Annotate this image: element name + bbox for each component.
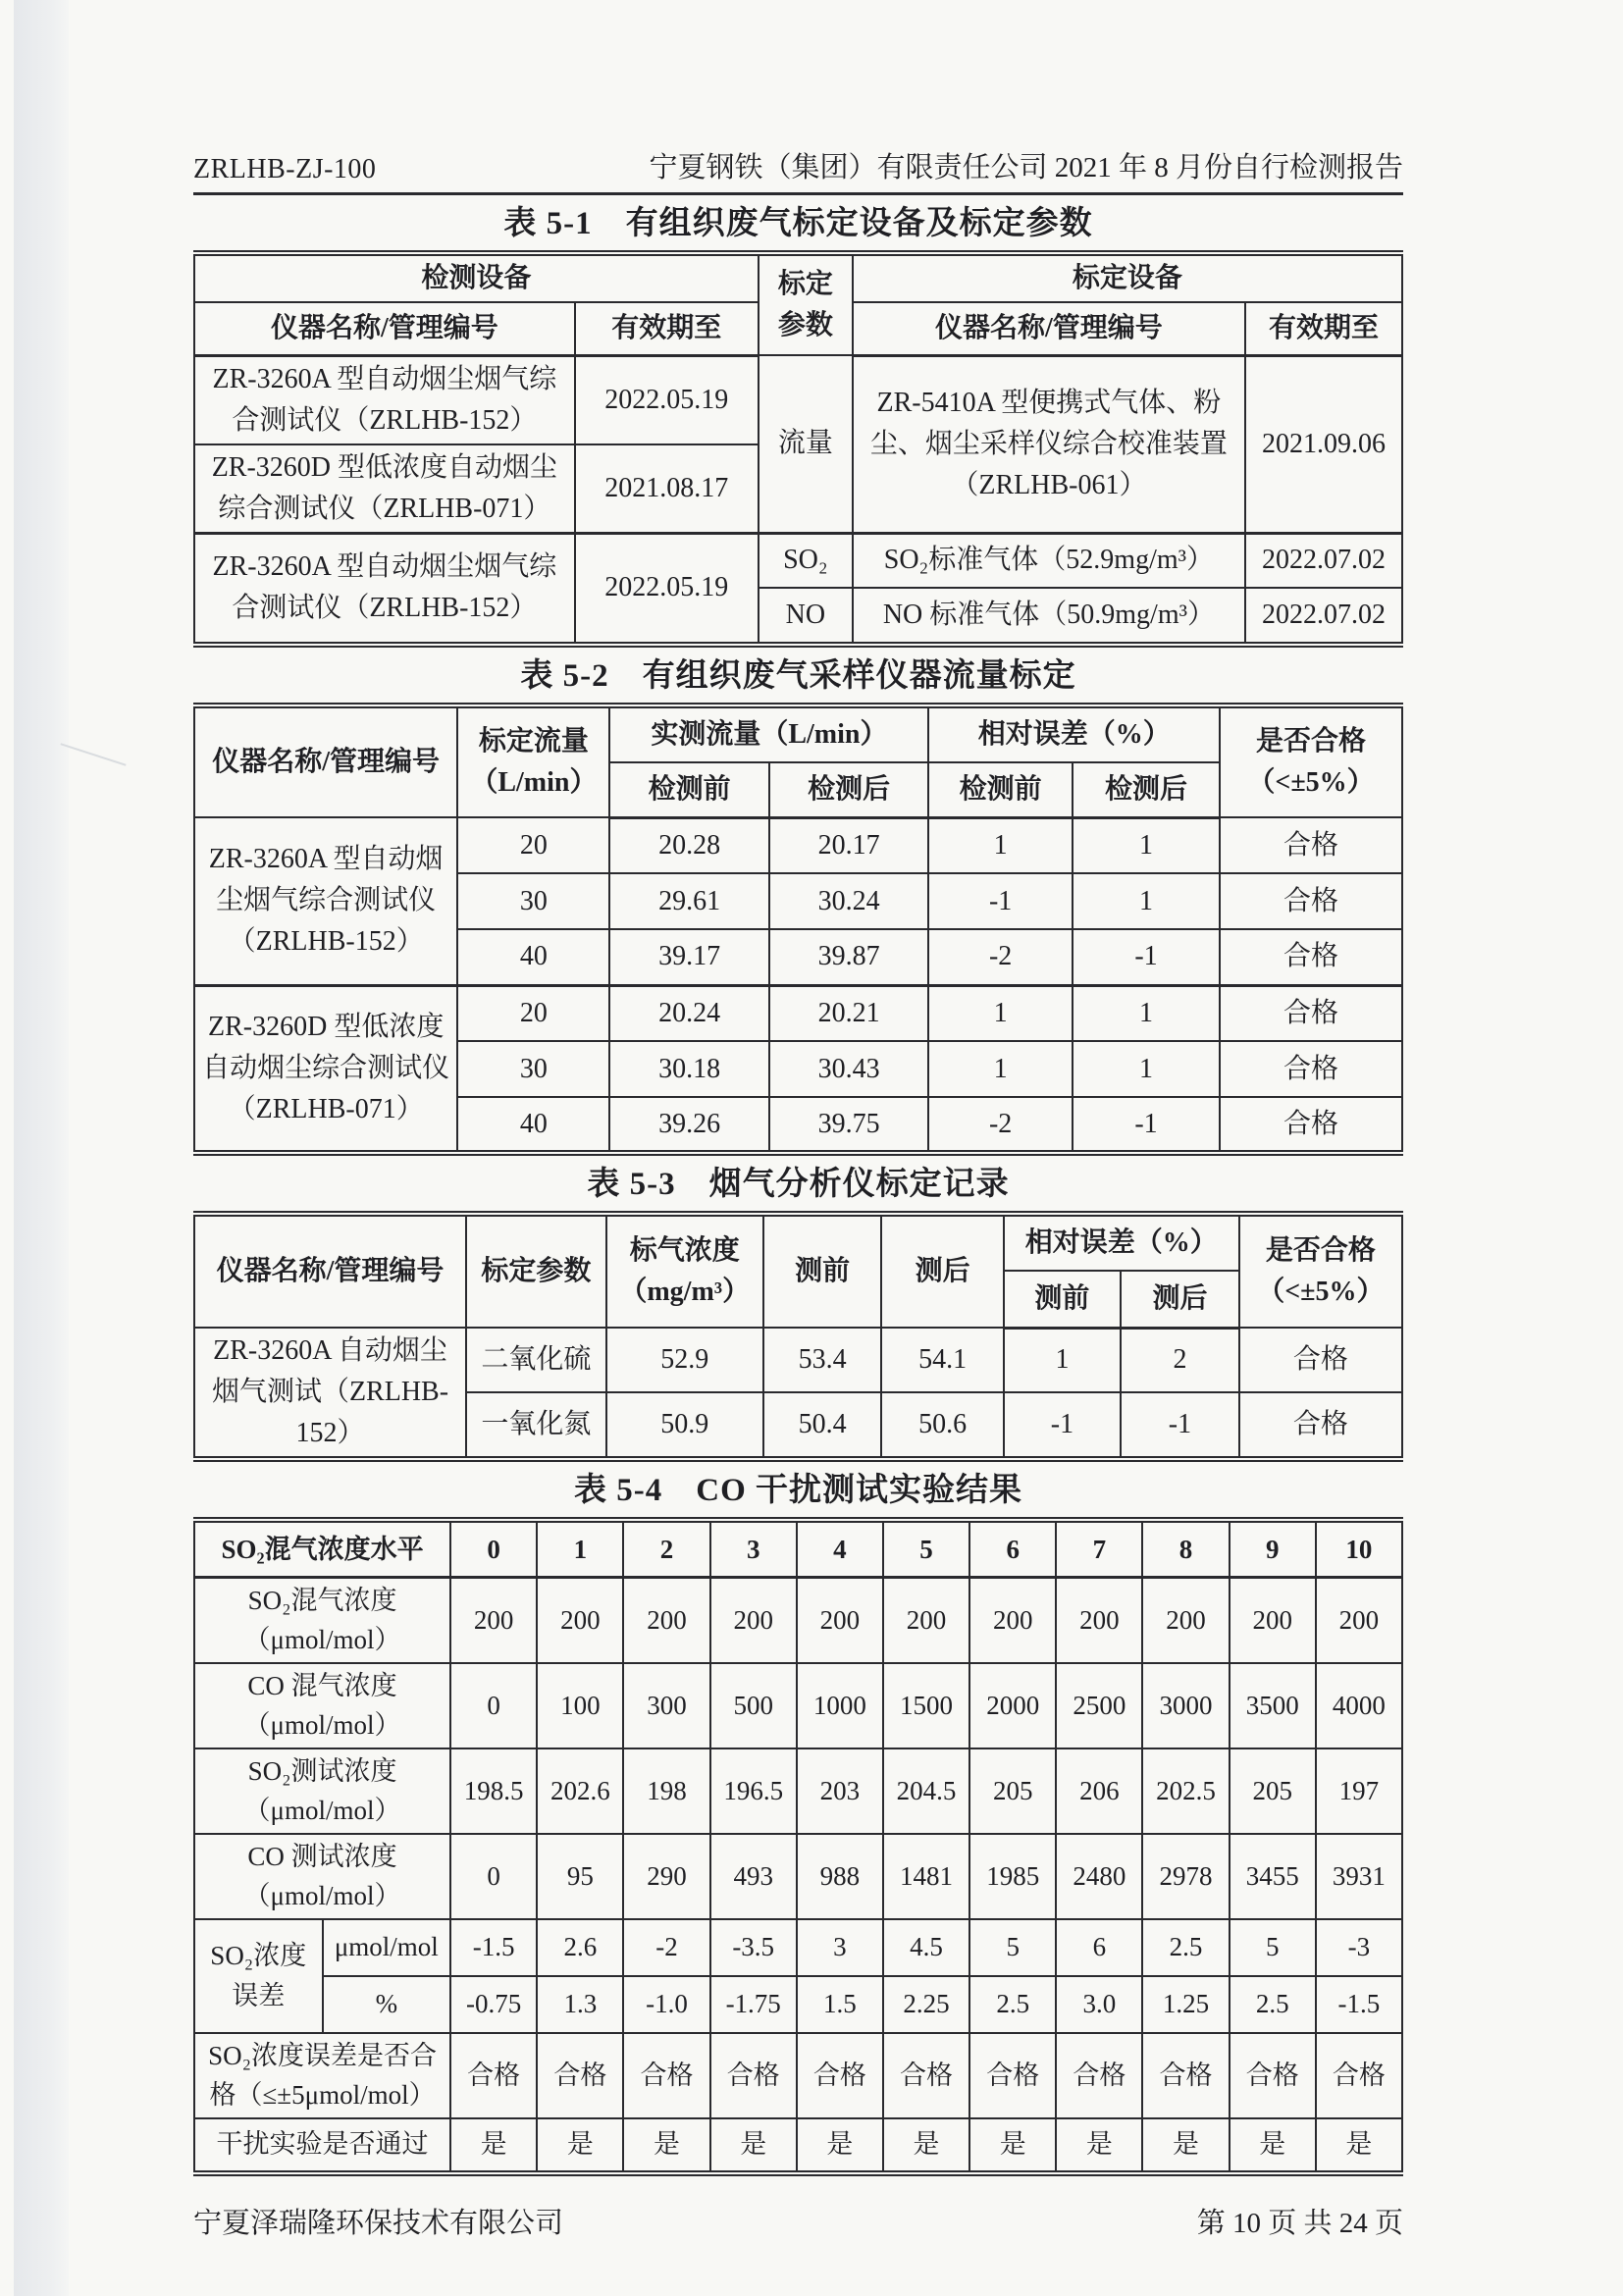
header-cell: 10 <box>1316 1520 1402 1577</box>
cell: 20 <box>457 817 609 873</box>
cell: 2480 <box>1056 1834 1142 1919</box>
cell: 合格 <box>1239 1392 1402 1459</box>
cell: 29.61 <box>609 873 768 929</box>
table-row <box>194 985 1402 1041</box>
header-cell: 6 <box>969 1520 1056 1577</box>
cell: -2 <box>623 1919 709 1976</box>
cell: 3455 <box>1230 1834 1316 1919</box>
cell: 200 <box>537 1577 623 1663</box>
table-5-1 <box>193 250 1403 648</box>
cell: 54.1 <box>881 1328 1003 1392</box>
cell: 30.18 <box>609 1041 768 1097</box>
cell: 200 <box>1316 1577 1402 1663</box>
header-cell: 仪器名称/管理编号 <box>194 705 457 817</box>
cell: 2.5 <box>1142 1919 1229 1976</box>
header-cell: 检测前 <box>609 762 768 817</box>
header-cell: 测后 <box>1121 1271 1239 1328</box>
cell: 20 <box>457 985 609 1041</box>
cell: -1.75 <box>710 1976 797 2033</box>
cell: -3.5 <box>710 1919 797 1976</box>
cell: 合格 <box>1220 817 1402 873</box>
cell: 合格 <box>537 2033 623 2118</box>
scan-crease-mark <box>60 743 126 766</box>
cell: 200 <box>1056 1577 1142 1663</box>
table-row <box>194 817 1402 873</box>
cell: 200 <box>623 1577 709 1663</box>
cell: -1.5 <box>1316 1976 1402 2033</box>
cell: 1 <box>928 817 1072 873</box>
cell: 2.25 <box>883 1976 969 2033</box>
cell: 是 <box>1142 2118 1229 2173</box>
cell: 合格 <box>1220 1097 1402 1153</box>
cell: 200 <box>710 1577 797 1663</box>
cell: 2.5 <box>969 1976 1056 2033</box>
cell: ZR-3260A 型自动烟尘烟气综合测试仪（ZRLHB-152） <box>194 355 575 444</box>
cell: -3 <box>1316 1919 1402 1976</box>
cell: 1.25 <box>1142 1976 1229 2033</box>
cell: 1500 <box>883 1663 969 1748</box>
table-row <box>194 1520 1402 1577</box>
header-cell: 9 <box>1230 1520 1316 1577</box>
header-cell: 标定流量（L/min） <box>457 705 609 817</box>
cell: -1 <box>1004 1392 1121 1459</box>
header-cell: 仪器名称/管理编号 <box>853 302 1245 355</box>
cell: 1 <box>1073 985 1220 1041</box>
cell: 是 <box>883 2118 969 2173</box>
cell: 1985 <box>969 1834 1056 1919</box>
cell: 300 <box>623 1663 709 1748</box>
cell: 合格 <box>623 2033 709 2118</box>
cell: 合格 <box>1239 1328 1402 1392</box>
cell: 0 <box>450 1663 537 1748</box>
cell: 1481 <box>883 1834 969 1919</box>
cell: ZR-3260D 型低浓度自动烟尘综合测试仪（ZRLHB-071） <box>194 985 457 1153</box>
table-5-1-title: 表 5-1 有组织废气标定设备及标定参数 <box>503 206 1093 241</box>
header-cell: 仪器名称/管理编号 <box>194 1214 466 1328</box>
header-cell: 相对误差（%） <box>1004 1214 1239 1271</box>
cell: 合格 <box>883 2033 969 2118</box>
header-cell: 测前 <box>763 1214 882 1328</box>
cell: 1 <box>1073 1041 1220 1097</box>
cell: 2000 <box>969 1663 1056 1748</box>
header-cell: 3 <box>710 1520 797 1577</box>
header-cell: 是否合格（<±5%） <box>1239 1214 1402 1328</box>
table-row <box>194 1919 1402 1976</box>
table-row <box>194 1834 1402 1919</box>
cell: 290 <box>623 1834 709 1919</box>
table-5-4-title: 表 5-4 CO 干扰测试实验结果 <box>574 1473 1022 1508</box>
page-content <box>193 0 1403 2241</box>
row-label: 干扰实验是否通过 <box>194 2118 450 2173</box>
cell: 合格 <box>1220 1041 1402 1097</box>
table-row <box>194 1748 1402 1834</box>
cell: 是 <box>1316 2118 1402 2173</box>
cell: 合格 <box>1220 873 1402 929</box>
header-cell: 检测后 <box>769 762 928 817</box>
header-cell: 标定参数 <box>759 253 853 355</box>
report-title: 宁夏钢铁（集团）有限责任公司 2021 年 8 月份自行检测报告 <box>649 152 1403 183</box>
cell: 200 <box>969 1577 1056 1663</box>
cell: 是 <box>623 2118 709 2173</box>
cell: 合格 <box>710 2033 797 2118</box>
table-5-4 <box>193 1517 1403 2176</box>
table-5-2-title: 表 5-2 有组织废气采样仪器流量标定 <box>520 658 1076 694</box>
header-cell: 相对误差（%） <box>928 705 1220 762</box>
cell: 2.6 <box>537 1919 623 1976</box>
cell: 20.17 <box>769 817 928 873</box>
cell: 2021.09.06 <box>1245 355 1402 533</box>
cell: 50.6 <box>881 1392 1003 1459</box>
row-label: SO₂混气浓度（μmol/mol） <box>194 1577 450 1663</box>
cell: NO <box>759 588 853 645</box>
header-cell: 测后 <box>881 1214 1003 1328</box>
document-code: ZRLHB-ZJ-100 <box>193 154 377 184</box>
header-cell: 0 <box>450 1520 537 1577</box>
cell: -2 <box>928 1097 1072 1153</box>
cell: 是 <box>1056 2118 1142 2173</box>
cell: 5 <box>969 1919 1056 1976</box>
cell: 3.0 <box>1056 1976 1142 2033</box>
footer-page-number: 第 10 页 共 24 页 <box>1196 2207 1403 2239</box>
cell: 合格 <box>1230 2033 1316 2118</box>
cell: 988 <box>797 1834 883 1919</box>
header-cell: 标定参数 <box>466 1214 606 1328</box>
cell: 30 <box>457 873 609 929</box>
cell: 200 <box>1142 1577 1229 1663</box>
cell: 53.4 <box>763 1328 882 1392</box>
table-5-2 <box>193 703 1403 1156</box>
header-cell: 标定设备 <box>853 253 1402 302</box>
row-label: SO₂浓度误差是否合格（≤±5μmol/mol） <box>194 2033 450 2118</box>
cell: 40 <box>457 929 609 985</box>
cell: 1 <box>928 1041 1072 1097</box>
cell: 1 <box>1073 817 1220 873</box>
cell: 198.5 <box>450 1748 537 1834</box>
cell: -1 <box>1073 1097 1220 1153</box>
cell: 500 <box>710 1663 797 1748</box>
cell: ZR-5410A 型便携式气体、粉尘、烟尘采样仪综合校准装置（ZRLHB-061） <box>853 355 1245 533</box>
cell: 39.75 <box>769 1097 928 1153</box>
cell: 合格 <box>1220 929 1402 985</box>
header-cell: 检测后 <box>1073 762 1220 817</box>
cell: 197 <box>1316 1748 1402 1834</box>
table-row <box>194 1976 1402 2033</box>
page-header <box>193 0 1403 185</box>
cell: 合格 <box>450 2033 537 2118</box>
cell: 50.9 <box>606 1392 763 1459</box>
cell: 196.5 <box>710 1748 797 1834</box>
row-label: SO₂浓度误差 <box>194 1919 323 2033</box>
cell: SO₂ <box>759 533 853 588</box>
cell: 是 <box>969 2118 1056 2173</box>
cell: 1000 <box>797 1663 883 1748</box>
header-rule <box>193 192 1403 195</box>
cell: 202.5 <box>1142 1748 1229 1834</box>
cell: 是 <box>450 2118 537 2173</box>
cell: 204.5 <box>883 1748 969 1834</box>
row-sublabel: % <box>323 1976 451 2033</box>
cell: 2.5 <box>1230 1976 1316 2033</box>
cell: 是 <box>537 2118 623 2173</box>
table-row <box>194 2033 1402 2118</box>
cell: 2022.05.19 <box>575 533 759 645</box>
header-cell: 有效期至 <box>575 302 759 355</box>
cell: 流量 <box>759 355 853 533</box>
cell: 一氧化氮 <box>466 1392 606 1459</box>
cell: 205 <box>969 1748 1056 1834</box>
page-footer <box>193 2201 1403 2241</box>
cell: 30.24 <box>769 873 928 929</box>
cell: 39.17 <box>609 929 768 985</box>
table-row <box>194 1577 1402 1663</box>
cell: 2022.07.02 <box>1245 588 1402 645</box>
header-cell: 测前 <box>1004 1271 1121 1328</box>
cell: ZR-3260A 自动烟尘烟气测试（ZRLHB-152） <box>194 1328 466 1459</box>
header-cell: 检测设备 <box>194 253 759 302</box>
cell: 合格 <box>1142 2033 1229 2118</box>
cell: 合格 <box>1316 2033 1402 2118</box>
scan-edge-band <box>14 0 69 2296</box>
cell: -1 <box>928 873 1072 929</box>
header-cell: 2 <box>623 1520 709 1577</box>
cell: 二氧化硫 <box>466 1328 606 1392</box>
cell: 206 <box>1056 1748 1142 1834</box>
table-row <box>194 705 1402 762</box>
cell: 100 <box>537 1663 623 1748</box>
cell: -1.0 <box>623 1976 709 2033</box>
cell: 200 <box>450 1577 537 1663</box>
cell: -1 <box>1121 1392 1239 1459</box>
header-cell: 标气浓度（mg/m³） <box>606 1214 763 1328</box>
cell: 4.5 <box>883 1919 969 1976</box>
cell: ZR-3260D 型低浓度自动烟尘综合测试仪（ZRLHB-071） <box>194 444 575 534</box>
cell: 20.28 <box>609 817 768 873</box>
cell: 200 <box>797 1577 883 1663</box>
cell: 5 <box>1230 1919 1316 1976</box>
cell: 2022.05.19 <box>575 355 759 444</box>
table-row <box>194 2118 1402 2173</box>
table-row <box>194 355 1402 444</box>
row-sublabel: μmol/mol <box>323 1919 451 1976</box>
header-cell: 是否合格（<±5%） <box>1220 705 1402 817</box>
header-cell: SO₂混气浓度水平 <box>194 1520 450 1577</box>
cell: 1 <box>1004 1328 1121 1392</box>
table-row <box>194 533 1402 588</box>
cell: ZR-3260A 型自动烟尘烟气综合测试仪（ZRLHB-152） <box>194 533 575 645</box>
cell: 2978 <box>1142 1834 1229 1919</box>
cell: 是 <box>710 2118 797 2173</box>
cell: 200 <box>883 1577 969 1663</box>
cell: -2 <box>928 929 1072 985</box>
table-5-3 <box>193 1211 1403 1462</box>
table-5-3-title: 表 5-3 烟气分析仪标定记录 <box>587 1167 1010 1202</box>
cell: 合格 <box>1220 985 1402 1041</box>
cell: 3000 <box>1142 1663 1229 1748</box>
cell: 2022.07.02 <box>1245 533 1402 588</box>
header-cell: 实测流量（L/min） <box>609 705 928 762</box>
cell: 1 <box>928 985 1072 1041</box>
table-row <box>194 1214 1402 1271</box>
cell: 6 <box>1056 1919 1142 1976</box>
row-label: SO₂测试浓度（μmol/mol） <box>194 1748 450 1834</box>
cell: 1.3 <box>537 1976 623 2033</box>
cell: 203 <box>797 1748 883 1834</box>
cell: 20.24 <box>609 985 768 1041</box>
cell: 是 <box>1230 2118 1316 2173</box>
footer-company: 宁夏泽瑞隆环保技术有限公司 <box>193 2207 564 2239</box>
cell: 40 <box>457 1097 609 1153</box>
header-cell: 仪器名称/管理编号 <box>194 302 575 355</box>
row-label: CO 测试浓度（μmol/mol） <box>194 1834 450 1919</box>
cell: 2 <box>1121 1328 1239 1392</box>
cell: 是 <box>797 2118 883 2173</box>
cell: 20.21 <box>769 985 928 1041</box>
header-cell: 检测前 <box>928 762 1072 817</box>
table-row <box>194 253 1402 302</box>
cell: 1.5 <box>797 1976 883 2033</box>
cell: 50.4 <box>763 1392 882 1459</box>
cell: ZR-3260A 型自动烟尘烟气综合测试仪（ZRLHB-152） <box>194 817 457 985</box>
header-cell: 7 <box>1056 1520 1142 1577</box>
cell: 39.87 <box>769 929 928 985</box>
cell: 198 <box>623 1748 709 1834</box>
header-cell: 4 <box>797 1520 883 1577</box>
cell: 493 <box>710 1834 797 1919</box>
table-row <box>194 1663 1402 1748</box>
cell: 0 <box>450 1834 537 1919</box>
cell: 205 <box>1230 1748 1316 1834</box>
cell: 2500 <box>1056 1663 1142 1748</box>
cell: 39.26 <box>609 1097 768 1153</box>
cell: -0.75 <box>450 1976 537 2033</box>
cell: 202.6 <box>537 1748 623 1834</box>
header-cell: 5 <box>883 1520 969 1577</box>
cell: 合格 <box>969 2033 1056 2118</box>
cell: 1 <box>1073 873 1220 929</box>
cell: 95 <box>537 1834 623 1919</box>
cell: 2021.08.17 <box>575 444 759 534</box>
cell: -1 <box>1073 929 1220 985</box>
table-row <box>194 1328 1402 1392</box>
cell: 合格 <box>1056 2033 1142 2118</box>
cell: 3 <box>797 1919 883 1976</box>
cell: 合格 <box>797 2033 883 2118</box>
cell: 30 <box>457 1041 609 1097</box>
cell: NO 标准气体（50.9mg/m³） <box>853 588 1245 645</box>
cell: 52.9 <box>606 1328 763 1392</box>
cell: 3500 <box>1230 1663 1316 1748</box>
cell: 3931 <box>1316 1834 1402 1919</box>
cell: 4000 <box>1316 1663 1402 1748</box>
row-label: CO 混气浓度（μmol/mol） <box>194 1663 450 1748</box>
cell: 200 <box>1230 1577 1316 1663</box>
header-cell: 1 <box>537 1520 623 1577</box>
header-cell: 8 <box>1142 1520 1229 1577</box>
cell: 30.43 <box>769 1041 928 1097</box>
cell: -1.5 <box>450 1919 537 1976</box>
header-cell: 有效期至 <box>1245 302 1402 355</box>
cell: SO₂标准气体（52.9mg/m³） <box>853 533 1245 588</box>
